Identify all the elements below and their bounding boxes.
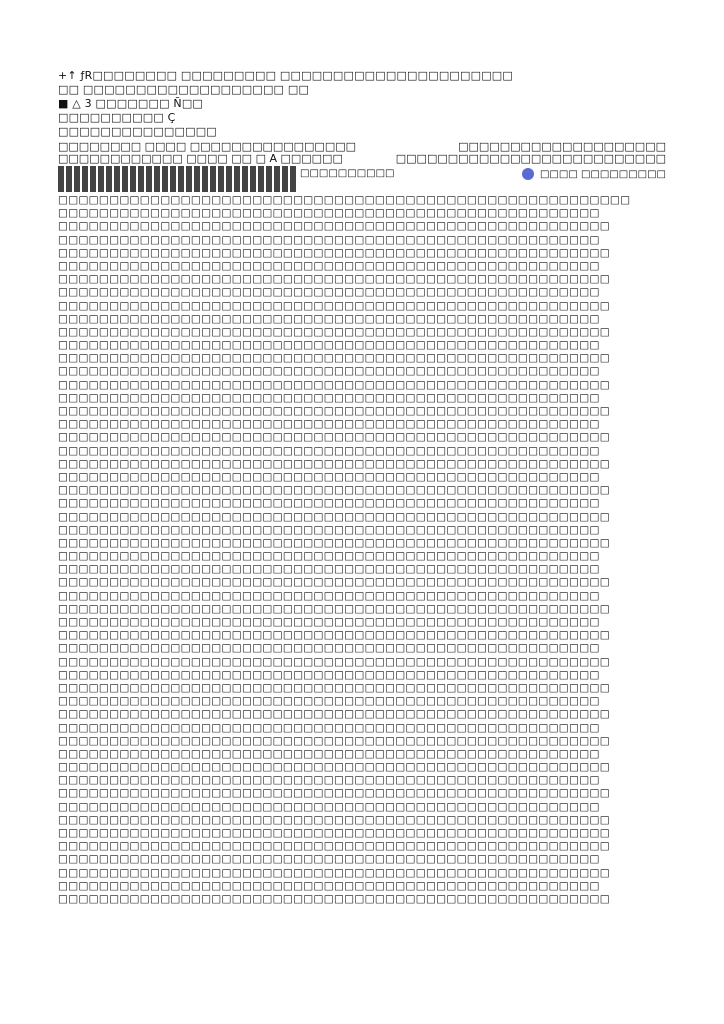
body-text-line: □□□□□□□□□□□□□□□□□□□□□□□□□□□□□□□□□□□□□□□□□□□□□□□□□□□□□□ (58, 273, 610, 286)
body-text-line: □□□□□□□□□□□□□□□□□□□□□□□□□□□□□□□□□□□□□□□□□□□□□□□□□□□□□□ (58, 892, 610, 905)
body-text-line: □□□□□□□□□□□□□□□□□□□□□□□□□□□□□□□□□□□□□□□□□□□□□□□□□□□□□□ (58, 629, 610, 642)
header-line-3: ■ △ 3 □□□□□□□ Ñ□□ (58, 97, 204, 110)
toolbar-row-2 (58, 152, 666, 166)
body-text-line: □□□□□□□□□□□□□□□□□□□□□□□□□□□□□□□□□□□□□□□□□□□□□□□□□□□□□□□□ (58, 194, 631, 206)
heading-right (519, 168, 666, 181)
body-text-line: □□□□□□□□□□□□□□□□□□□□□□□□□□□□□□□□□□□□□□□□□□□□□□□□□□□□□ (58, 800, 600, 813)
body-text-line: □□□□□□□□□□□□□□□□□□□□□□□□□□□□□□□□□□□□□□□□□□□□□□□□□□□□□□ (58, 246, 610, 259)
body-text-line: □□□□□□□□□□□□□□□□□□□□□□□□□□□□□□□□□□□□□□□□□□□□□□□□□□□□□□ (58, 655, 610, 668)
body-text-line: □□□□□□□□□□□□□□□□□□□□□□□□□□□□□□□□□□□□□□□□□□□□□□□□□□□□□□ (58, 405, 610, 417)
body-text-line: □□□□□□□□□□□□□□□□□□□□□□□□□□□□□□□□□□□□□□□□□□□□□□□□□□□□□ (58, 853, 600, 866)
body-text-line: □□□□□□□□□□□□□□□□□□□□□□□□□□□□□□□□□□□□□□□□□□□□□□□□□□□□□□ (58, 299, 610, 312)
body-text-line: □□□□□□□□□□□□□□□□□□□□□□□□□□□□□□□□□□□□□□□□□□□□□□□□□□□□□□ (58, 866, 610, 879)
body-text-line: □□□□□□□□□□□□□□□□□□□□□□□□□□□□□□□□□□□□□□□□□□□□□□□□□□□□□ (58, 418, 600, 431)
body-text-line: □□□□□□□□□□□□□□□□□□□□□□□□□□□□□□□□□□□□□□□□□□□□□□□□□□□□□□ (58, 602, 610, 615)
body-text-line: □□□□□□□□□□□□□□□□□□□□□□□□□□□□□□□□□□□□□□□□□□□□□□□□□□□□□□ (58, 576, 610, 589)
body-text-line: □□□□□□□□□□□□□□□□□□□□□□□□□□□□□□□□□□□□□□□□□□□□□□□□□□□□□ (58, 286, 600, 299)
heading-label: □□□□□□□□□□ (300, 168, 395, 179)
body-text-line: □□□□□□□□□□□□□□□□□□□□□□□□□□□□□□□□□□□□□□□□□□□□□□□□□□□□□ (58, 207, 600, 220)
header-line-4: □□□□□□□□□□ Ç (58, 111, 176, 124)
body-text-line: □□□□□□□□□□□□□□□□□□□□□□□□□□□□□□□□□□□□□□□□□□□□□□□□□□□□□□ (58, 681, 610, 694)
badge-icon (522, 168, 534, 180)
heading-redacted-band (58, 166, 298, 192)
body-text-line: □□□□□□□□□□□□□□□□□□□□□□□□□□□□□□□□□□□□□□□□□□□□□□□□□□□□□ (58, 616, 600, 628)
body-text-line: □□□□□□□□□□□□□□□□□□□□□□□□□□□□□□□□□□□□□□□□□□□□□□□□□□□□□ (58, 497, 600, 510)
body-text-line: □□□□□□□□□□□□□□□□□□□□□□□□□□□□□□□□□□□□□□□□□□□□□□□□□□□□□ (58, 312, 600, 325)
toolbar-row-1-right: □□□□□□□□□□□□□□□□□□□□ (458, 140, 666, 153)
body-text-line: □□□□□□□□□□□□□□□□□□□□□□□□□□□□□□□□□□□□□□□□□□□□□□□□□□□□□□ (58, 708, 610, 721)
body-text-line: □□□□□□□□□□□□□□□□□□□□□□□□□□□□□□□□□□□□□□□□□□□□□□□□□□□□□□ (58, 734, 610, 747)
body-text-line: □□□□□□□□□□□□□□□□□□□□□□□□□□□□□□□□□□□□□□□□□□□□□□□□□□□□□ (58, 550, 600, 563)
body-text-line: □□□□□□□□□□□□□□□□□□□□□□□□□□□□□□□□□□□□□□□□□□□□□□□□□□□□□□ (58, 840, 610, 853)
header-line-2: □□ □□□□□□□□□□□□□□□□□□□ □□ (58, 83, 310, 96)
body-text-line: □□□□□□□□□□□□□□□□□□□□□□□□□□□□□□□□□□□□□□□□□□□□□□□□□□□□□□ (58, 536, 610, 549)
header-line-5: □□□□□□□□□□□□□□□ (58, 125, 217, 138)
body-text-line: □□□□□□□□□□□□□□□□□□□□□□□□□□□□□□□□□□□□□□□□□□□□□□□□□□□□□□ (58, 827, 610, 839)
body-text-line: □□□□□□□□□□□□□□□□□□□□□□□□□□□□□□□□□□□□□□□□□□□□□□□□□□□□□□ (58, 813, 610, 826)
body-text-line: □□□□□□□□□□□□□□□□□□□□□□□□□□□□□□□□□□□□□□□□□□□□□□□□□□□□□ (58, 695, 600, 708)
body-text-line: □□□□□□□□□□□□□□□□□□□□□□□□□□□□□□□□□□□□□□□□□□□□□□□□□□□□□□ (58, 378, 610, 391)
toolbar-row-2-right: □□□□□□□□□□□□□□□□□□□□□□□□□□ (395, 152, 666, 165)
body-text-line: □□□□□□□□□□□□□□□□□□□□□□□□□□□□□□□□□□□□□□□□□□□□□□□□□□□□□ (58, 774, 600, 787)
body-text-line: □□□□□□□□□□□□□□□□□□□□□□□□□□□□□□□□□□□□□□□□□□□□□□□□□□□□□□ (58, 510, 610, 523)
body-text-line: □□□□□□□□□□□□□□□□□□□□□□□□□□□□□□□□□□□□□□□□□□□□□□□□□□□□□ (58, 391, 600, 404)
body-text-line: □□□□□□□□□□□□□□□□□□□□□□□□□□□□□□□□□□□□□□□□□□□□□□□□□□□□□□ (58, 352, 610, 365)
toolbar-row-1-left: □□□□□□□□ □□□□ □□□□□□□□□□□□□□□□ (58, 140, 356, 153)
body-text-line: □□□□□□□□□□□□□□□□□□□□□□□□□□□□□□□□□□□□□□□□□□□□□□□□□□□□□ (58, 589, 600, 602)
body-text-line: □□□□□□□□□□□□□□□□□□□□□□□□□□□□□□□□□□□□□□□□□□□□□□□□□□□□□□ (58, 761, 610, 774)
body-text-line: □□□□□□□□□□□□□□□□□□□□□□□□□□□□□□□□□□□□□□□□□□□□□□□□□□□□□ (58, 721, 600, 734)
body-text-line: □□□□□□□□□□□□□□□□□□□□□□□□□□□□□□□□□□□□□□□□□□□□□□□□□□□□□ (58, 523, 600, 536)
body-text-line: □□□□□□□□□□□□□□□□□□□□□□□□□□□□□□□□□□□□□□□□□□□□□□□□□□□□□ (58, 365, 600, 378)
body-text-line: □□□□□□□□□□□□□□□□□□□□□□□□□□□□□□□□□□□□□□□□□□□□□□□□□□□□□□ (58, 325, 610, 338)
body-text-line: □□□□□□□□□□□□□□□□□□□□□□□□□□□□□□□□□□□□□□□□□□□□□□□□□□□□□ (58, 642, 600, 655)
body-text-line: □□□□□□□□□□□□□□□□□□□□□□□□□□□□□□□□□□□□□□□□□□□□□□□□□□□□□ (58, 339, 600, 352)
body-text-line: □□□□□□□□□□□□□□□□□□□□□□□□□□□□□□□□□□□□□□□□□□□□□□□□□□□□□ (58, 563, 600, 576)
body-text-line: □□□□□□□□□□□□□□□□□□□□□□□□□□□□□□□□□□□□□□□□□□□□□□□□□□□□□ (58, 668, 600, 681)
body-text-line: □□□□□□□□□□□□□□□□□□□□□□□□□□□□□□□□□□□□□□□□□□□□□□□□□□□□□ (58, 879, 600, 892)
body-text-line: □□□□□□□□□□□□□□□□□□□□□□□□□□□□□□□□□□□□□□□□□□□□□□□□□□□□□□ (58, 431, 610, 444)
body-text-line: □□□□□□□□□□□□□□□□□□□□□□□□□□□□□□□□□□□□□□□□□□□□□□□□□□□□□□ (58, 220, 610, 233)
heading-right-text: □□□□ □□□□□□□□□ (539, 169, 666, 180)
header-line-1: +↑ ƒR□□□□□□□□ □□□□□□□□□ □□□□□□□□□□□□□□□□□□□□□□ (58, 69, 513, 82)
body-text-line: □□□□□□□□□□□□□□□□□□□□□□□□□□□□□□□□□□□□□□□□□□□□□□□□□□□□□ (58, 747, 600, 760)
body-text-line: □□□□□□□□□□□□□□□□□□□□□□□□□□□□□□□□□□□□□□□□□□□□□□□□□□□□□ (58, 470, 600, 483)
body-text-line: □□□□□□□□□□□□□□□□□□□□□□□□□□□□□□□□□□□□□□□□□□□□□□□□□□□□□□ (58, 457, 610, 470)
body-text-block (58, 194, 666, 906)
body-text-line: □□□□□□□□□□□□□□□□□□□□□□□□□□□□□□□□□□□□□□□□□□□□□□□□□□□□□ (58, 259, 600, 272)
body-text-line: □□□□□□□□□□□□□□□□□□□□□□□□□□□□□□□□□□□□□□□□□□□□□□□□□□□□□ (58, 233, 600, 246)
body-text-line: □□□□□□□□□□□□□□□□□□□□□□□□□□□□□□□□□□□□□□□□□□□□□□□□□□□□□□ (58, 484, 610, 497)
body-text-line: □□□□□□□□□□□□□□□□□□□□□□□□□□□□□□□□□□□□□□□□□□□□□□□□□□□□□ (58, 444, 600, 457)
body-text-line: □□□□□□□□□□□□□□□□□□□□□□□□□□□□□□□□□□□□□□□□□□□□□□□□□□□□□□ (58, 787, 610, 800)
toolbar-row-2-left: □□□□□□□□□□□□ □□□□ □□ □ A □□□□□□ (58, 152, 343, 165)
